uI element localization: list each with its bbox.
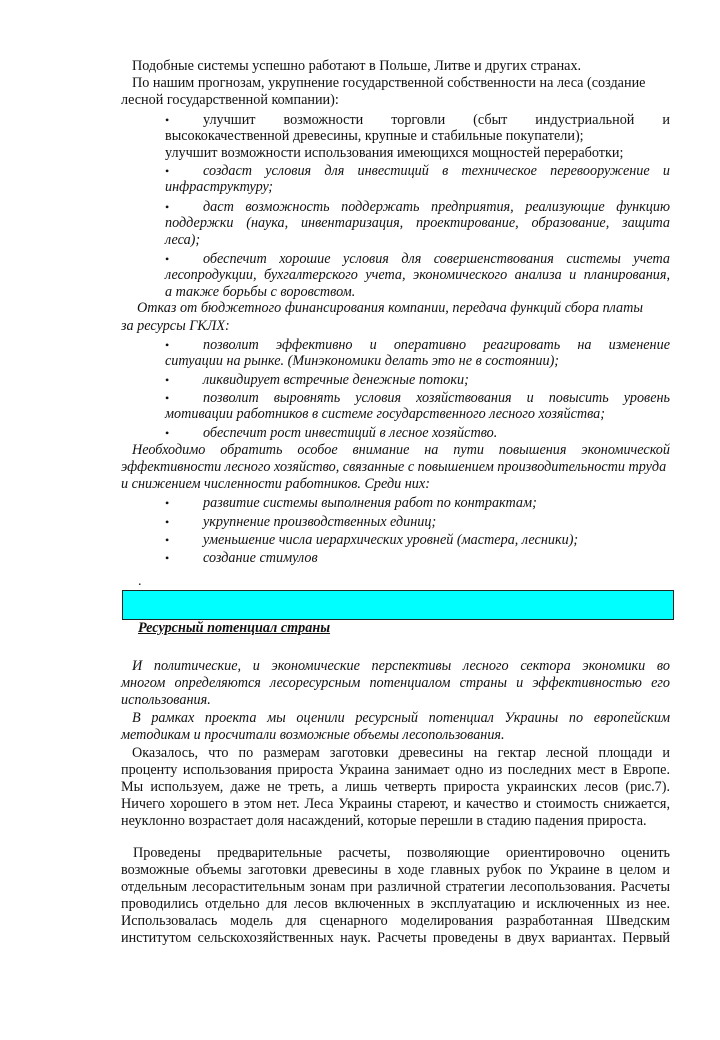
bullet-d3: уменьшение числа иерархических уровней (мастера, лесники); [203,532,579,548]
intro-line: Подобные системы успешно работают в Польше, Литве и других странах. [132,58,582,74]
bullet-d1: развитие системы выполнения работ по контрактам; [203,495,537,511]
bullet-c2-line-1: ликвидирует встречные денежные потоки; [203,372,469,388]
bullet-icon: • [165,373,170,387]
forecast-line-1: По нашим прогнозам, укрупнение государственной собственности на леса (создание [132,75,646,91]
bullet-3-line-2: поддержки (наука, инвентаризация, проектирование, образование, защита [165,215,670,231]
bullet-c3-line-1: позволит выровнять условия хозяйствования и повысить уровень [203,390,670,406]
bullet-icon: • [165,338,170,352]
para-4-line-5: Использовалась модель для сценарного моделирования разработанная Шведским [121,913,670,929]
para-4-line-1: Проведены предварительные расчеты, позволяющие ориентировочно оценить [133,845,670,861]
bullet-1-line-3: улучшит возможности использования имеющихся мощностей переработки; [165,145,624,161]
bullet-icon: • [165,426,170,440]
bullet-c3-line-2: мотивации работников в системе государственного лесного хозяйства; [165,406,605,422]
bullet-4-line-1: обеспечит хорошие условия для совершенствования системы учета [203,251,670,267]
stray-dot: . [138,574,142,589]
para-1-line-2: многом определяются лесоресурсным потенциалом страны и эффективностью его [121,675,670,691]
para-3-line-1: Оказалось, что по размерам заготовки древесины на гектар лесной площади и [132,745,670,761]
bullet-icon: • [165,496,170,510]
para-3-line-5: неуклонно возрастает доля насаждений, которые перешли в стадию падения прироста. [121,813,647,829]
para-2-line-1: В рамках проекта мы оценили ресурсный потенциал Украины по европейским [132,710,670,726]
para-4-line-2: возможные объемы заготовки древесины в ходе главных рубок по Украине в целом и [121,862,670,878]
para-1-line-1: И политические, и экономические перспективы лесного сектора экономики во [132,658,670,674]
para-4-line-6: институтом сельскохозяйственных наук. Расчеты проведены в двух вариантах. Первый [121,930,670,946]
bullet-c1-line-1: позволит эффективно и оперативно реагировать на изменение [203,337,670,353]
para-3-line-2: проценту использования прироста Украина занимает одно из последних мест в Европе. [121,762,670,778]
highlight-bar [122,590,674,620]
para-4-line-4: проводились отдельно для лесов включенных в эксплуатацию и исключенных из нее. [121,896,670,912]
bullet-4-line-3: а также борьбы с воровством. [165,284,356,300]
bullet-1-line-1: улучшит возможности торговли (сбыт индустриальной и [203,112,670,128]
bullet-icon: • [165,533,170,547]
bullet-2-line-1: создаст условия для инвестиций в техническое перевооружение и [203,163,670,179]
bullet-d2: укрупнение производственных единиц; [203,514,437,530]
bullet-c4-line-1: обеспечит рост инвестиций в лесное хозяйство. [203,425,498,441]
refusal-line-2: за ресурсы ГКЛХ: [121,318,230,334]
forecast-line-2: лесной государственной компании): [121,92,339,108]
para-4-line-3: отдельным лесорастительным зонам при различной стратегии лесопользования. Расчеты [121,879,670,895]
bullet-3-line-3: леса); [165,232,201,248]
bullet-icon: • [165,515,170,529]
para-3-line-4: Ничего хорошего в этом нет. Леса Украины стареют, и качество и стоимость снижается, [121,796,670,812]
bullet-d4: создание стимулов [203,550,318,566]
refusal-line-1: Отказ от бюджетного финансирования компании, передача функций сбора платы [137,300,643,316]
need-line-2: эффективности лесного хозяйство, связанные с повышением производительности труда [121,459,667,475]
bullet-3-line-1: даст возможность поддержать предприятия, реализующие функцию [203,199,670,215]
bullet-4-line-2: лесопродукции, бухгалтерского учета, экономического анализа и планирования, [165,267,670,283]
need-line-3: и снижением численности работников. Среди них: [121,476,430,492]
bullet-2-line-2: инфраструктуру; [165,179,273,195]
bullet-icon: • [165,252,170,266]
bullet-icon: • [165,391,170,405]
para-3-line-3: Мы используем, даже не треть, а лишь четверть прироста украинских лесов (рис.7). [121,779,670,795]
para-2-line-2: методикам и просчитали возможные объемы лесопользования. [121,727,505,743]
bullet-1-line-2: высококачественной древесины, крупные и стабильные покупатели); [165,128,584,144]
bullet-icon: • [165,164,170,178]
need-line-1: Необходимо обратить особое внимание на пути повышения экономической [132,442,670,458]
bullet-c1-line-2: ситуации на рынке. (Минэкономики делать это не в состоянии); [165,353,560,369]
section-heading: Ресурсный потенциал страны [138,620,331,636]
bullet-icon: • [165,200,170,214]
para-1-line-3: использования. [121,692,211,708]
bullet-icon: • [165,551,170,565]
bullet-icon: • [165,113,170,127]
